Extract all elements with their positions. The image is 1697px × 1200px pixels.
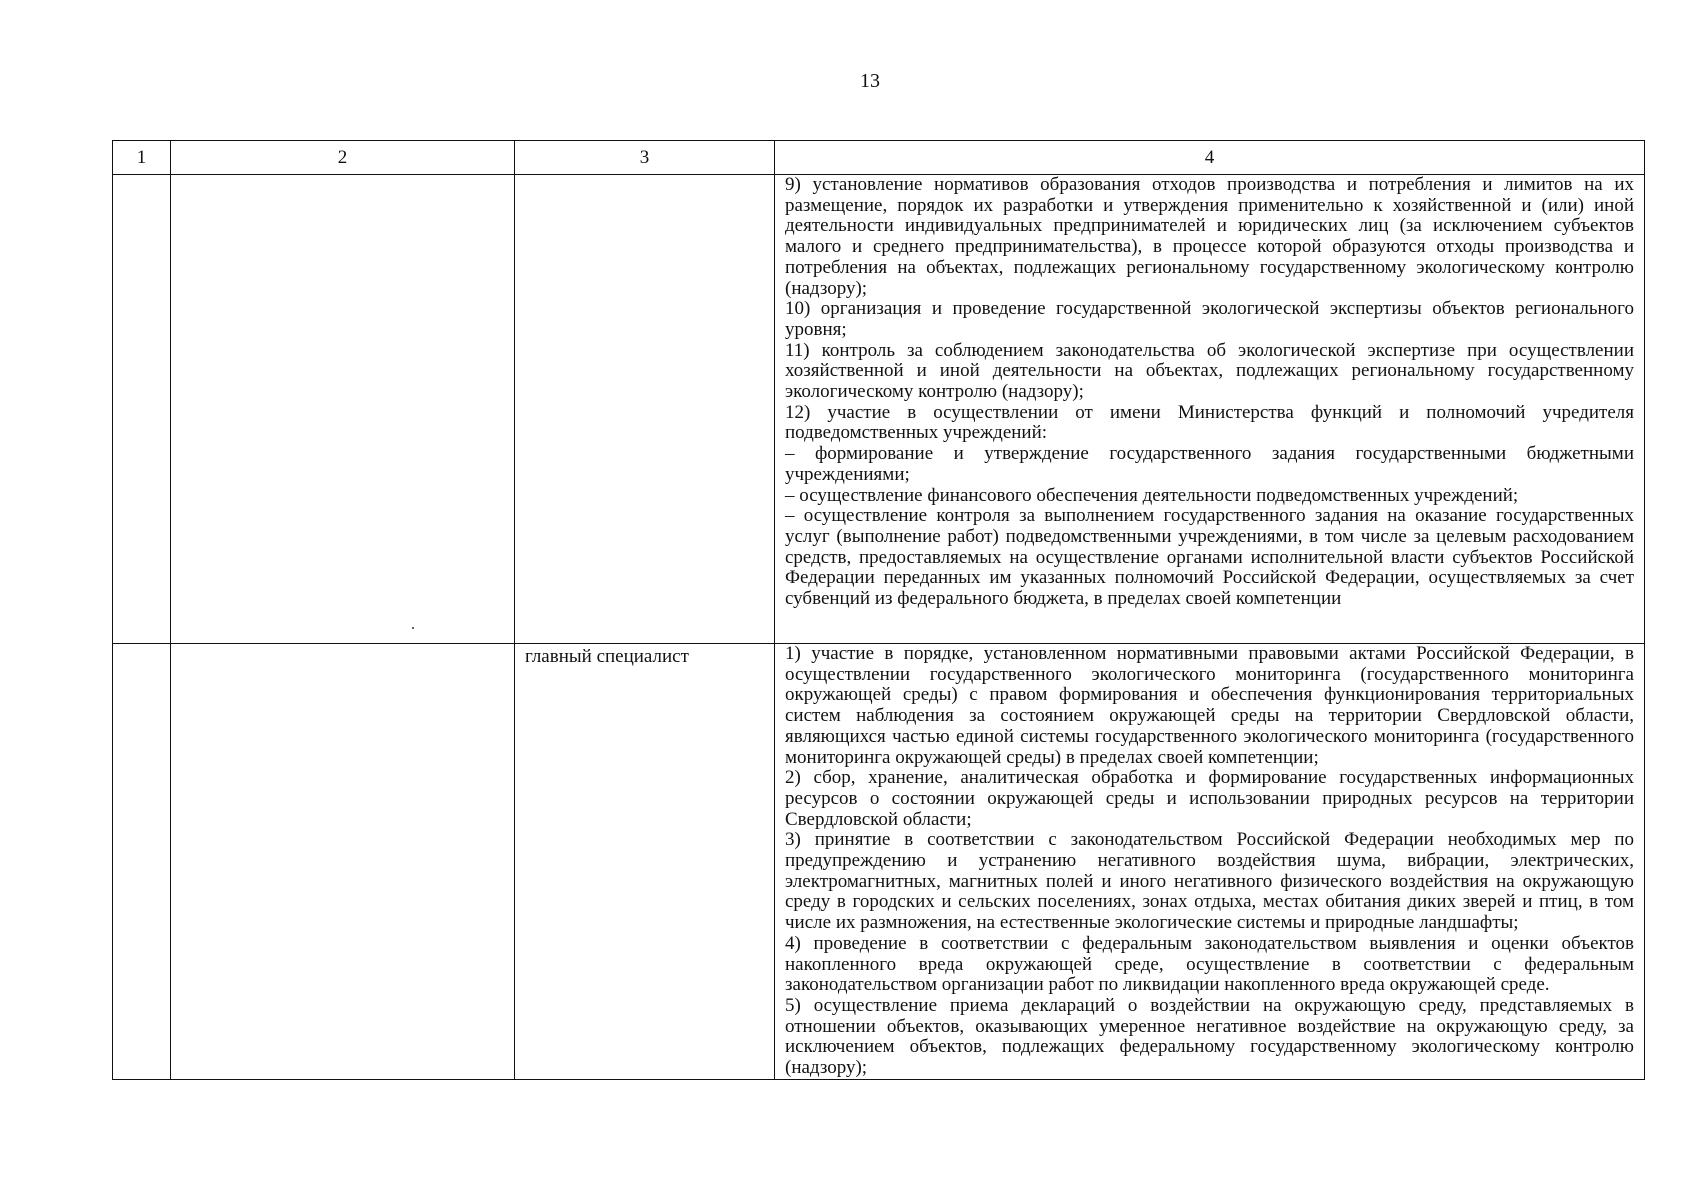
table-header-row bbox=[113, 141, 1645, 175]
cell-department bbox=[171, 644, 515, 1080]
duty-item: 1) участие в порядке, установленном нормативными правовыми актами Российской Федерации, в осуществлении государственного экологического мониторинга (государственного мониторинга окружающей среды) с правом формирования и обеспечения функционирования территориальных систем наблюдения за состоянием окружающей среды на территории Свердловской области, являющихся частью единой системы государственного экологического мониторинга (государственного мониторинга окружающей среды) в пределах своей компетенции; bbox=[785, 643, 1634, 768]
duty-item: – формирование и утверждение государственного задания государственными бюджетными учреждениями; bbox=[785, 443, 1634, 485]
cell-duties bbox=[775, 644, 1645, 1080]
column-header-2: 2 bbox=[171, 141, 515, 175]
duty-item: 12) участие в осуществлении от имени Министерства функций и полномочий учредителя подведомственных учреждений: bbox=[785, 401, 1634, 444]
table-row bbox=[113, 175, 1645, 644]
duty-item: 11) контроль за соблюдением законодательства об экологической экспертизе при осуществлении хозяйственной и иной деятельности на объектах, подлежащих региональному государственному экологическому контролю (надзору); bbox=[785, 339, 1634, 403]
table-row bbox=[113, 644, 1645, 1080]
duty-item: 9) установление нормативов образования отходов производства и потребления и лимитов на их размещение, порядок их разработки и утверждения применительно к хозяйственной и (или) иной деятельности индивидуальных предпринимателей и юридических лиц (за исключением субъектов малого и среднего предпринимательства), в процессе которой образуются отходы производства и потребления на объектах, подлежащих региональному государственному экологическому контролю (надзору); bbox=[785, 174, 1634, 299]
page-number: 13 bbox=[860, 70, 880, 92]
duty-item: 5) осуществление приема деклараций о воздействии на окружающую среду, представляемых в отношении объектов, оказывающих умеренное негативное воздействие на окружающую среду, за исключением объектов, подлежащих федеральному государственному экологическому контролю (надзору); bbox=[785, 994, 1634, 1079]
column-header-1: 1 bbox=[113, 141, 171, 175]
scan-speck bbox=[412, 627, 414, 629]
duty-item: 3) принятие в соответствии с законодательством Российской Федерации необходимых мер по предупреждению и устранению негативного воздействия шума, вибрации, электрических, электромагнитных, магнитных полей и иного негативного физического воздействия на окружающую среду в городских и сельских поселениях, зонах отдыха, местах обитания диких зверей и птиц, в том числе их размножения, на естественные экологические системы и природные ландшафты; bbox=[785, 829, 1634, 934]
duties-table bbox=[112, 140, 1645, 1080]
cell-position bbox=[515, 175, 775, 644]
column-header-4: 4 bbox=[775, 141, 1645, 175]
duty-item: – осуществление контроля за выполнением государственного задания на оказание государственных услуг (выполнение работ) подведомственными учреждениями, в том числе за целевым расходованием средств, предоставляемых на осуществление органами исполнительной власти субъектов Российской Федерации переданных им указанных полномочий Российской Федерации, осуществляемых за счет субвенций из федерального бюджета, в пределах своей компетенции bbox=[785, 505, 1634, 610]
column-header-3: 3 bbox=[515, 141, 775, 175]
cell-position: главный специалист bbox=[515, 644, 775, 1080]
duty-item: 4) проведение в соответствии с федеральным законодательством выявления и оценки объектов накопленного вреда окружающей среде, осуществление в соответствии с федеральным законодательством организации работ по ликвидации накопленного вреда окружающей среде. bbox=[785, 932, 1634, 996]
duty-item: – осуществление финансового обеспечения деятельности подведомственных учреждений; bbox=[785, 484, 1519, 506]
cell-duties bbox=[775, 175, 1645, 644]
duty-item: 2) сбор, хранение, аналитическая обработка и формирование государственных информационных ресурсов о состоянии окружающей среды и использовании природных ресурсов на территории Свердловской области; bbox=[785, 767, 1634, 830]
duty-item: 10) организация и проведение государственной экологической экспертизы объектов регионального уровня; bbox=[785, 298, 1634, 340]
cell-number bbox=[113, 644, 171, 1080]
cell-department bbox=[171, 175, 515, 644]
cell-number bbox=[113, 175, 171, 644]
